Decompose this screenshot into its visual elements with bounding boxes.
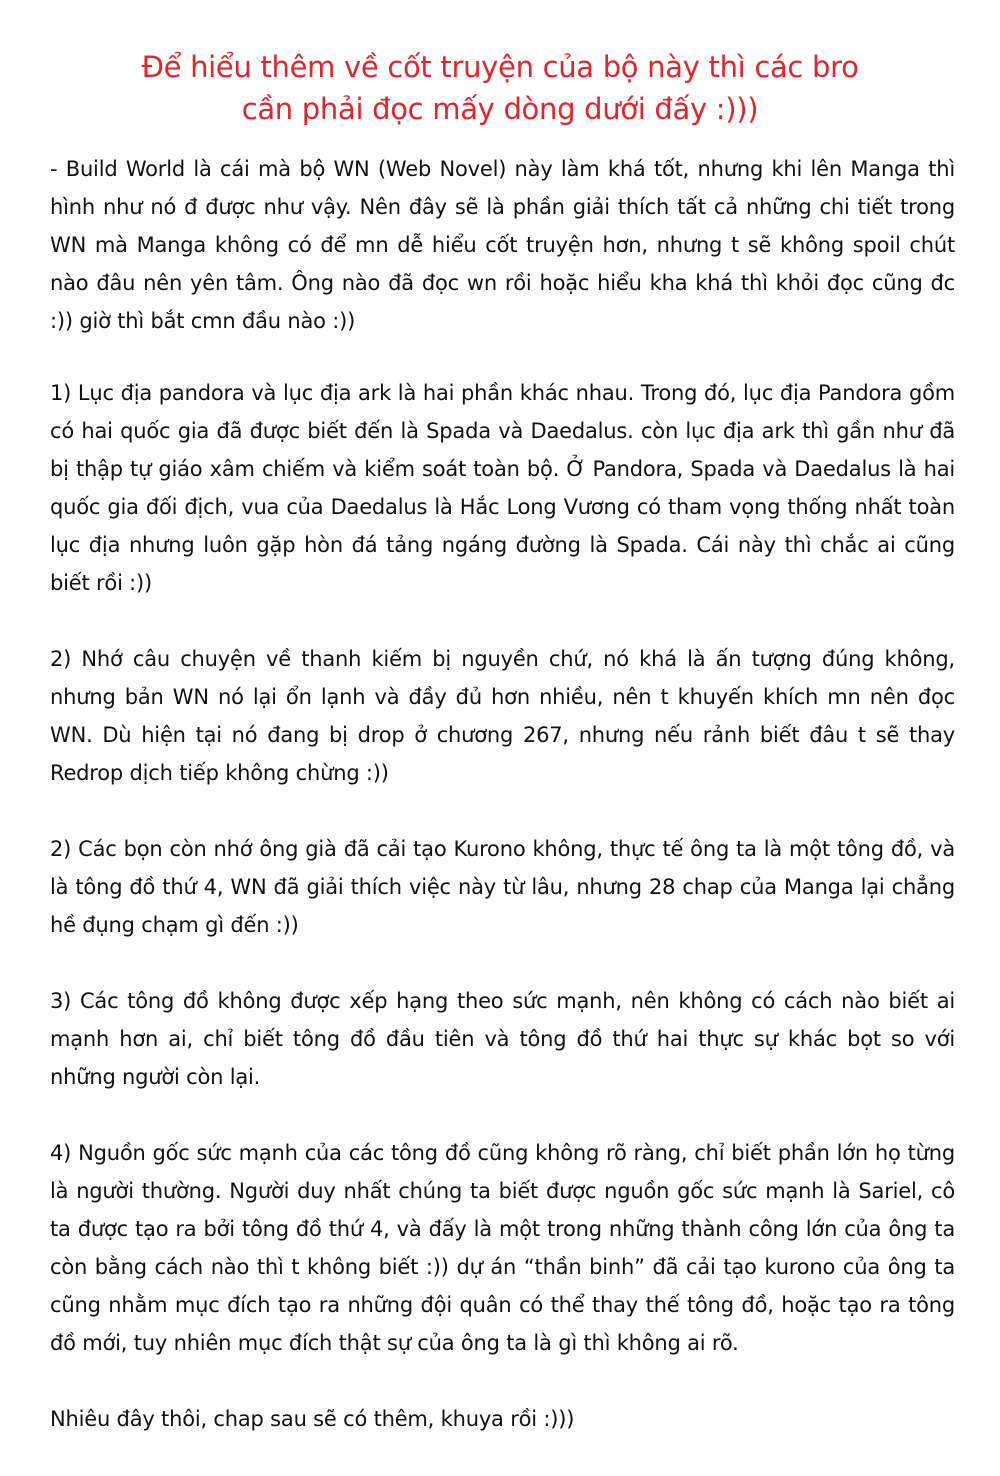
paragraph-2: 2) Nhớ câu chuyện về thanh kiếm bị nguyền chứ, nó khá là ấn tượng đúng không, nhưng bản WN nó lại ổn lạnh và đầy đủ hơn nhiều, nên t khuyến khích mn nên đọc WN. Dù hiện tại nó đang bị drop ở chương 267, nhưng nếu rảnh biết đâu t sẽ thay Redrop dịch tiếp không chừng :)) (50, 647, 955, 785)
outro-paragraph: Nhiêu đây thôi, chap sau sẽ có thêm, khuya rồi :))) (50, 1407, 575, 1431)
page-title (40, 46, 960, 130)
body-text (50, 150, 955, 1476)
paragraph-5: 4) Nguồn gốc sức mạnh của các tông đồ cũng không rõ ràng, chỉ biết phần lớn họ từng là người thường. Người duy nhất chúng ta biết được nguồn gốc sức mạnh là Sariel, cô ta được tạo ra bởi tông đồ thứ 4, và đấy là một trong những thành công lớn của ông ta còn bằng cách nào thì t không biết :)) dự án “thần binh” đã cải tạo kurono của ông ta cũng nhằm mục đích tạo ra những đội quân có thể thay thế tông đồ, hoặc tạo ra tông đồ mới, tuy nhiên mục đích thật sự của ông ta là gì thì không ai rõ. (50, 1141, 955, 1355)
title-line-2: cần phải đọc mấy dòng dưới đấy :))) (241, 92, 759, 126)
title-line-1: Để hiểu thêm về cốt truyện của bộ này thì các bro (141, 50, 859, 84)
paragraph-4: 3) Các tông đồ không được xếp hạng theo sức mạnh, nên không có cách nào biết ai mạnh hơn ai, chỉ biết tông đồ đầu tiên và tông đồ thứ hai thực sự khác bọt so với những người còn lại. (50, 989, 955, 1089)
paragraph-3: 2) Các bọn còn nhớ ông già đã cải tạo Kurono không, thực tế ông ta là một tông đồ, và là tông đồ thứ 4, WN đã giải thích việc này từ lâu, nhưng 28 chap của Manga lại chẳng hề đụng chạm gì đến :)) (50, 837, 955, 937)
intro-paragraph: - Build World là cái mà bộ WN (Web Novel) này làm khá tốt, nhưng khi lên Manga thì hình như nó đ được như vậy. Nên đây sẽ là phần giải thích tất cả những chi tiết trong WN mà Manga không có để mn dễ hiểu cốt truyện hơn, nhưng t sẽ không spoil chút nào đâu nên yên tâm. Ông nào đã đọc wn rồi hoặc hiểu kha khá thì khỏi đọc cũng đc :)) giờ thì bắt cmn đầu nào :)) (50, 157, 955, 333)
paragraph-1: 1) Lục địa pandora và lục địa ark là hai phần khác nhau. Trong đó, lục địa Pandora gồm có hai quốc gia đã được biết đến là Spada và Daedalus. còn lục địa ark thì gần như đã bị thập tự giáo xâm chiếm và kiểm soát toàn bộ. Ở Pandora, Spada và Daedalus là hai quốc gia đối địch, vua của Daedalus là Hắc Long Vương có tham vọng thống nhất toàn lục địa nhưng luôn gặp hòn đá tảng ngáng đường là Spada. Cái này thì chắc ai cũng biết rồi :)) (50, 381, 955, 595)
